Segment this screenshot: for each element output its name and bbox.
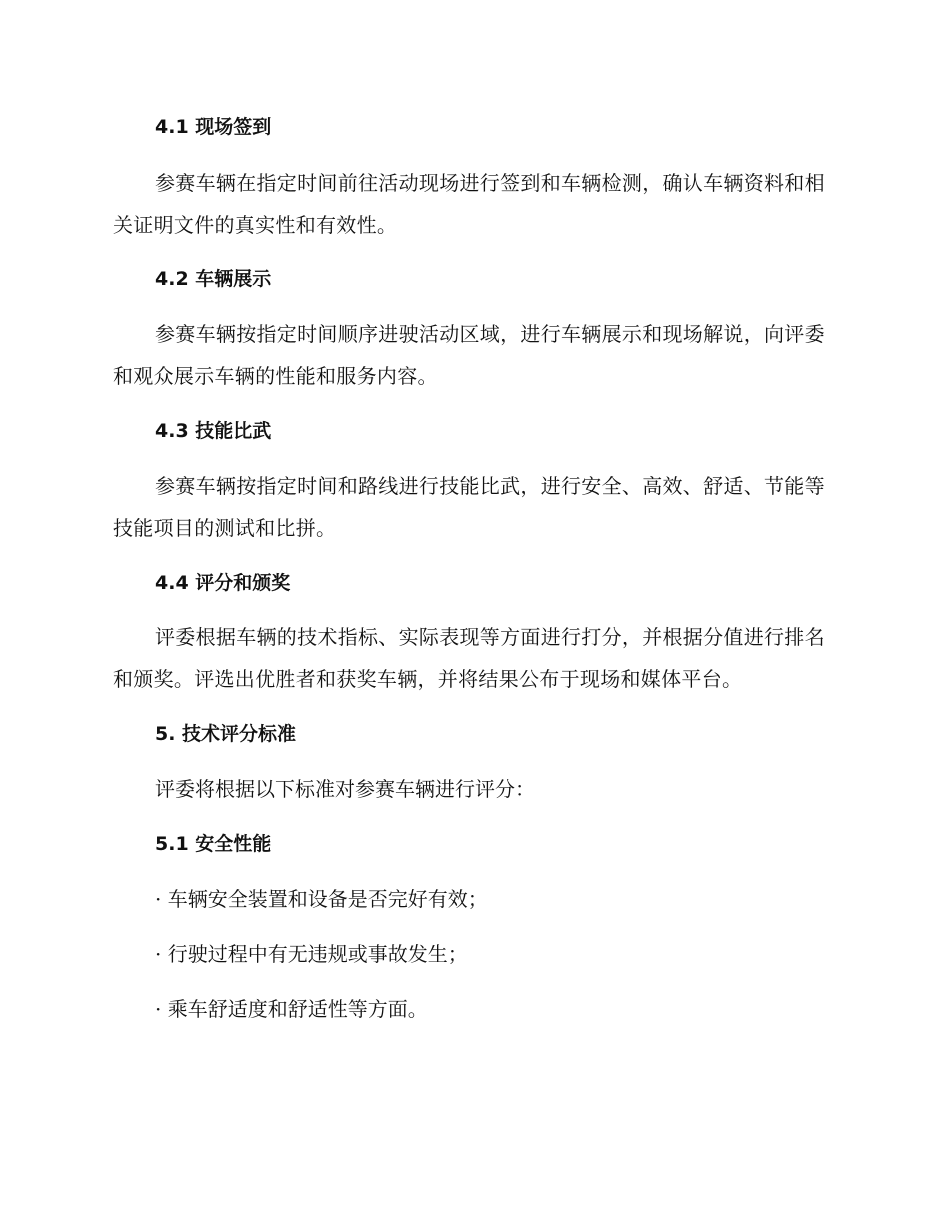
section-heading-5-1: 5.1 安全性能 [155, 833, 272, 855]
section-5-intro: 评委将根据以下标准对参赛车辆进行评分： [155, 777, 535, 801]
section-heading-4-4: 4.4 评分和颁奖 [155, 572, 291, 594]
section-paragraph-4-3: 参赛车辆按指定时间和路线进行技能比武，进行安全、高效、舒适、节能等技能项目的测试和比拼。 [113, 474, 825, 540]
section-paragraph-4-2: 参赛车辆按指定时间顺序进驶活动区域，进行车辆展示和现场解说，向评委和观众展示车辆的性能和服务内容。 [113, 322, 825, 388]
section-heading-5: 5. 技术评分标准 [155, 723, 297, 745]
bullet-item: · 行驶过程中有无违规或事故发生； [155, 942, 468, 966]
section-heading-4-2: 4.2 车辆展示 [155, 268, 272, 290]
section-paragraph-4-4: 评委根据车辆的技术指标、实际表现等方面进行打分，并根据分值进行排名和颁奖。评选出优胜者和获奖车辆，并将结果公布于现场和媒体平台。 [113, 625, 825, 691]
section-heading-4-1: 4.1 现场签到 [155, 116, 272, 138]
bullet-item: · 车辆安全装置和设备是否完好有效； [155, 887, 488, 911]
bullet-item: · 乘车舒适度和舒适性等方面。 [155, 997, 428, 1021]
section-paragraph-4-1: 参赛车辆在指定时间前往活动现场进行签到和车辆检测，确认车辆资料和相关证明文件的真实性和有效性。 [113, 171, 825, 237]
section-heading-4-3: 4.3 技能比武 [155, 420, 272, 442]
